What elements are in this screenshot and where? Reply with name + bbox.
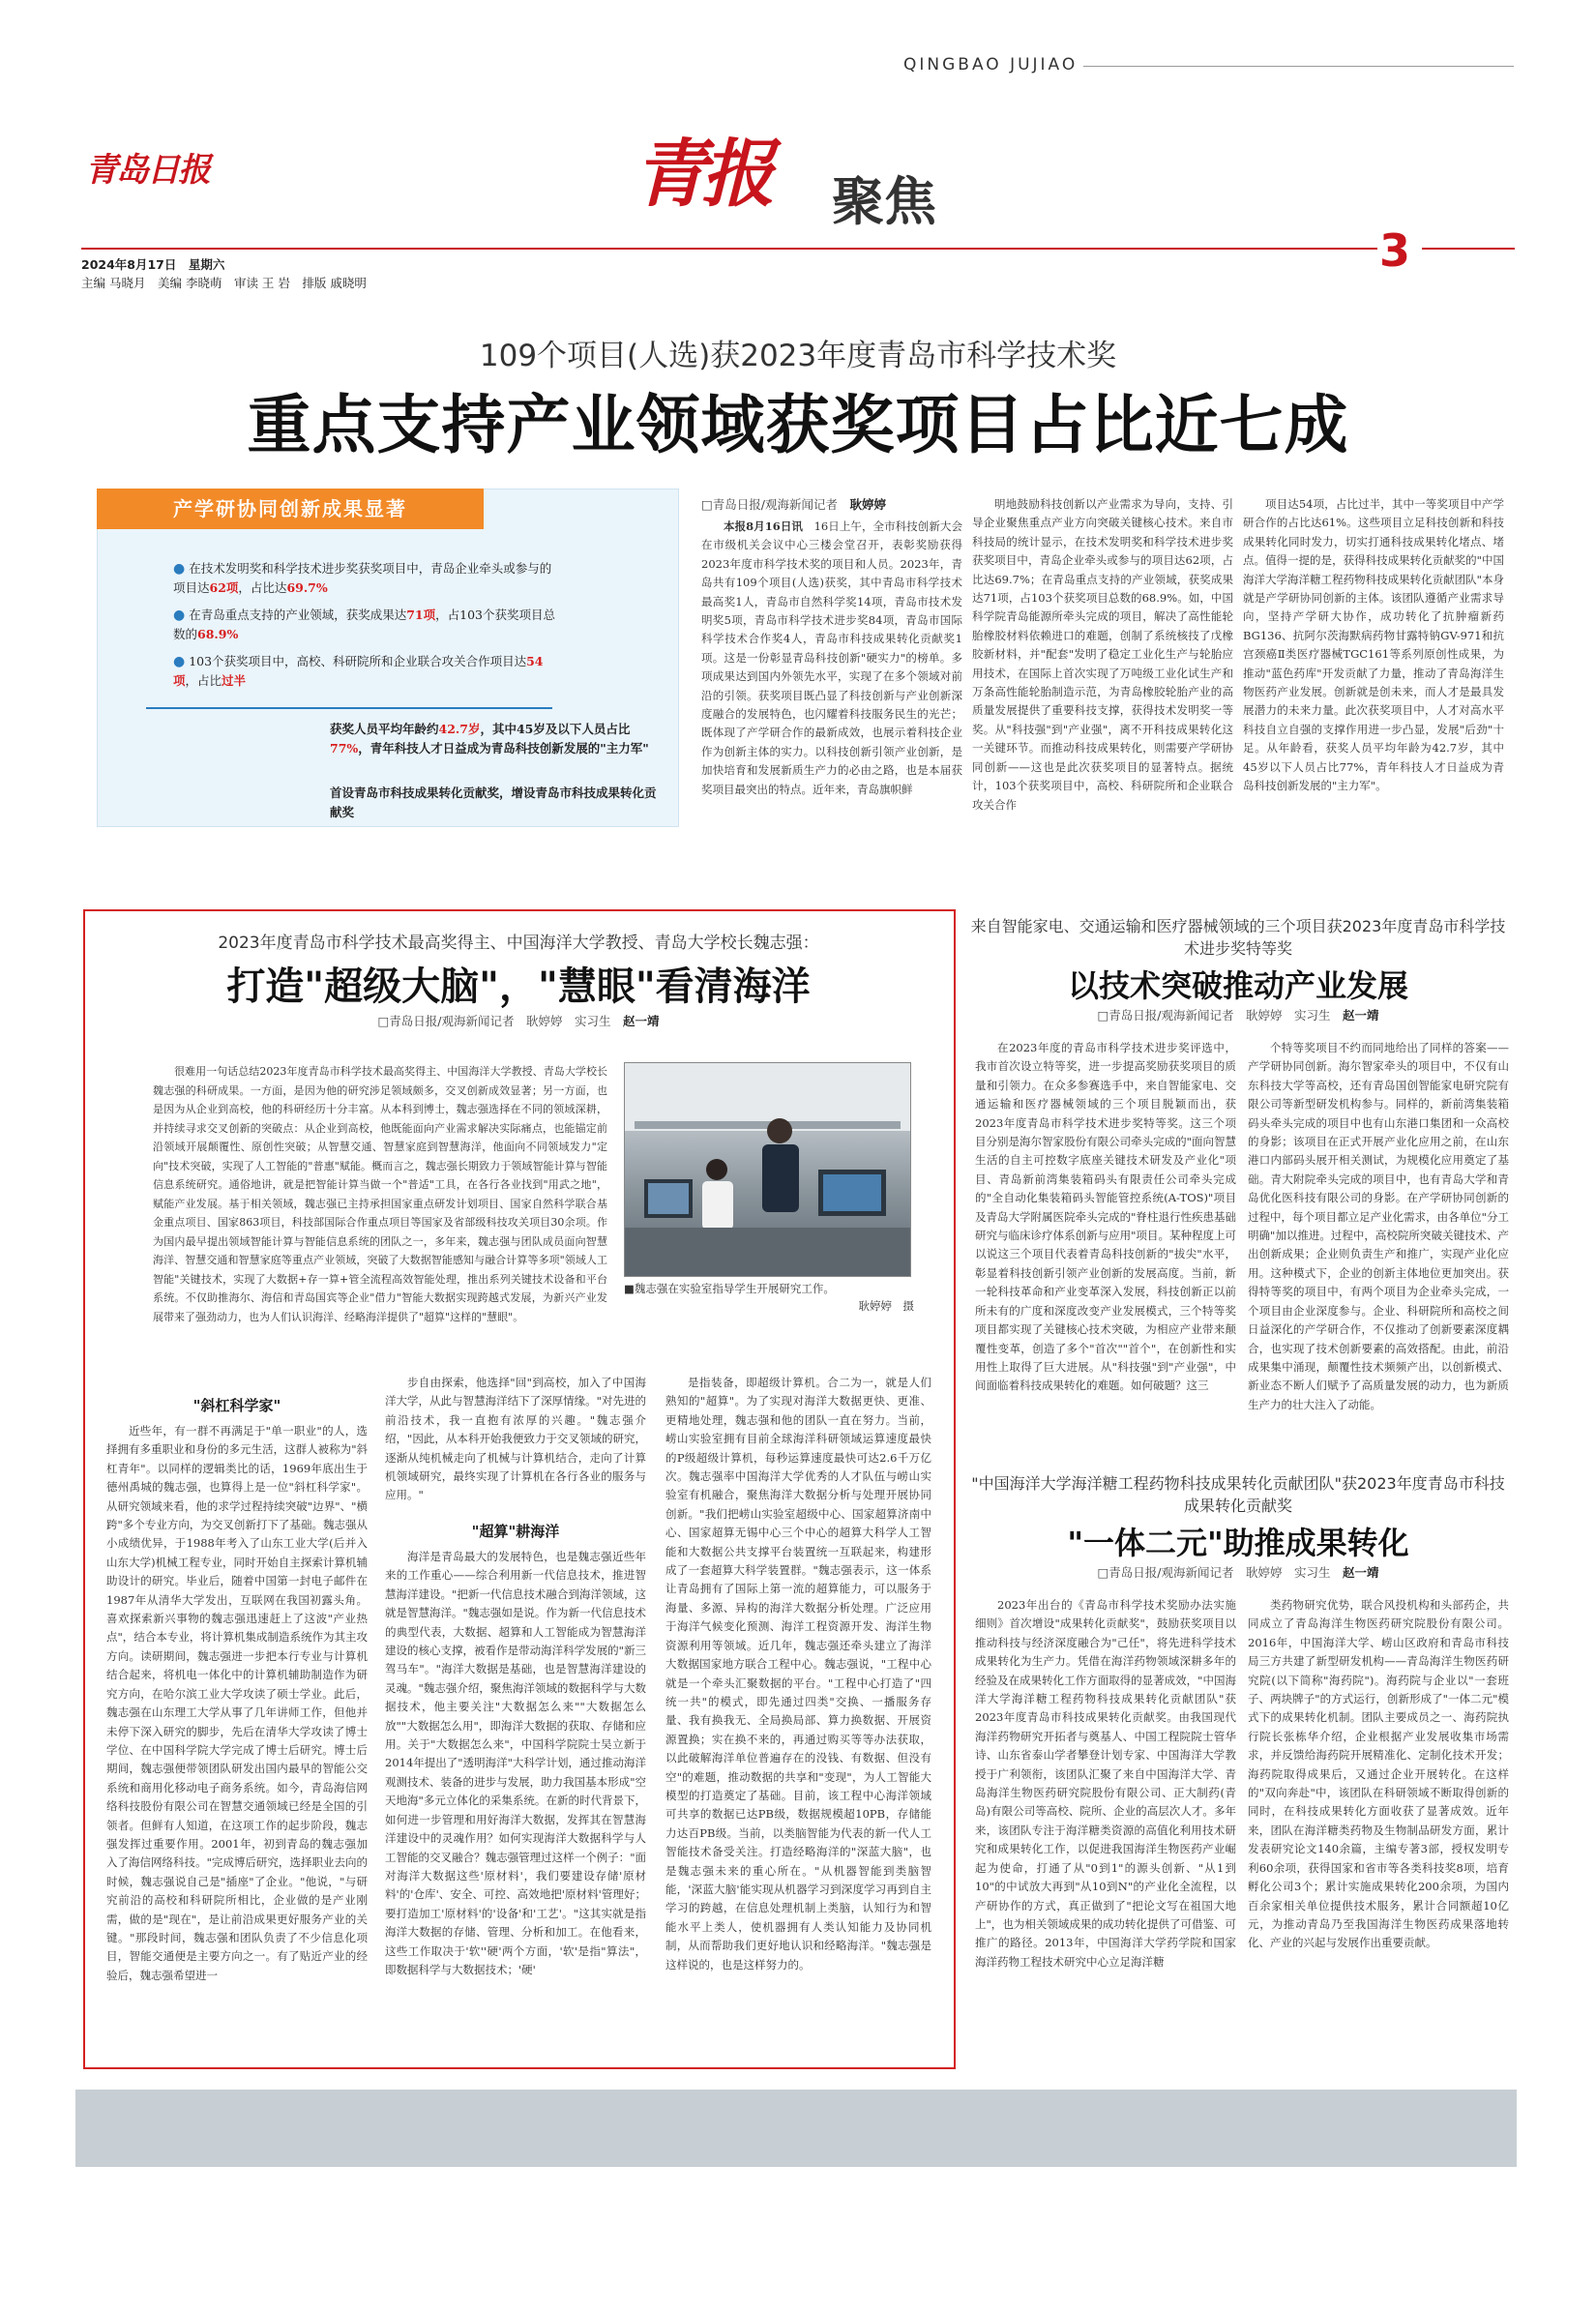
- top-story-byline: □青岛日报/观海新闻记者 耿婷婷: [701, 497, 887, 512]
- feature-headline: 打造"超级大脑"，"慧眼"看清海洋: [226, 964, 811, 1009]
- newspaper-logo: 青岛日报: [85, 151, 209, 190]
- top-story-column-1: 本报8月16日讯 16日上午，全市科技创新大会在市级机关会议中心三楼会堂召开，表彰奖励获得2023年度市科学技术奖的项目和人员。2023年，青岛共有109个项目(人选)获奖，其中青岛市科学技术最高奖1人，青岛市自然科学奖14项，青岛市技术发明奖5项，青岛市科学技术进步奖84项，青岛市国际科学技术合作奖4人，青岛市科技成果转化贡献奖1项。这是一份彰显青岛科技创新"硬实力"的榜单。多项成果达到国内外领先水平，实现了在多个领域对前沿的引领。获奖项目既凸显了科技创新与产业创新深度融合的发展特色，也闪耀着科技服务民生的光芒；既体现了产学研合作的最新成效，也展示着科技企业作为创新主体的实力。以科技创新引领产业创新，是加快培育和发展新质生产力的必由之路，也是本届获奖项目最突出的特点。近年来，青岛旗帜鲜: [701, 519, 962, 796]
- story2-column-1: 在2023年度的青岛市科学技术进步奖评选中，我市首次设立特等奖，进一步提高奖励获奖项目的质量和引领力。在众多参赛选手中，来自智能家电、交通运输和医疗器械领域的三个项目脱颖而出，获2023年度青岛市科学技术进步奖特等奖。这三个项目分别是海尔智家股份有限公司牵头完成的"面向智慧生活的自主可控数字底座关键技术研发及产业化"项目、青岛新前湾集装箱码头有限责任公司牵头完成的"全自动化集装箱码头智能管控系统(A-TOS)"项目及青岛大学附属医院牵头完成的"脊柱退行性疾患基础研究与临床诊疗体系创新与应用"项目。某种程度上可以说这三个项目代表着青岛科技创新的"拔尖"水平，彰显着科技创新引领产业创新的发展高度。当前，新一轮科技革命和产业变革深入发展，科技创新正以前所未有的广度和深度改变产业发展模式，三个特等奖项目都实现了关键核心技术突破，为相应产业带来颠覆性变革，创造了多个"首次""首个"，在创新性和实用性上取得了巨大进展。从"科技强"到"产业强"，中间面临着科技成果转化的难题。如何破题？这三: [975, 1041, 1236, 1393]
- highlights-box: [97, 489, 679, 827]
- feature-kicker: 2023年度青岛市科学技术最高奖得主、中国海洋大学教授、青岛大学校长魏志强：: [218, 934, 819, 953]
- age-stat: 获奖人员平均年龄约42.7岁，其中45岁及以下人员占比77%，青年科技人才日益成为青岛科技创新发展的"主力军": [330, 722, 649, 756]
- feature-column-2a: 步自由探索，他选择"回"到高校，加入了中国海洋大学，从此与智慧海洋结下了深厚情缘。"对先进的前沿技术，我一直抱有浓厚的兴趣。"魏志强介绍，"因此，从本科开始我便致力于交叉领域的研究，逐渐从纯机械走向了机械与计算机结合，走向了计算机领域研究，最终实现了计算机在各行各业的服务与应用。": [385, 1376, 646, 1502]
- photo-credit: 耿婷婷 摄: [858, 1299, 914, 1313]
- feature-column-1: 近些年，有一群不再满足于"单一职业"的人，选择拥有多重职业和身份的多元生活，这群人被称为"斜杠青年"。以同样的逻辑类比的话，1969年底出生于德州禹城的魏志强，也算得上是一位"斜杠科学家"。从研究领域来看，他的求学过程持续突破"边界"、"横跨"多个专业方向，为交叉创新打下了基础。魏志强从小成绩优异，于1988年考入了山东工业大学(后并入山东大学)机械工程专业，同时开始自主探索计算机辅助设计的研究。毕业后，随着中国第一封电子邮件在1987年从清华大学发出，互联网在我国初露头角。喜欢探索新兴事物的魏志强迅速赶上了这波"产业热点"，结合本专业，将计算机集成制造系统作为其主攻方向。读研期间，魏志强进一步把本行专业与计算机结合起来，将机电一体化中的计算机辅助制造作为研究方向，在哈尔滨工业大学攻读了硕士学业。此后，魏志强在山东理工大学从事了几年讲师工作，但他并未停下深入研究的脚步，先后在清华大学攻读了博士学位、在中国科学院大学完成了博士后研究。博士后期间，魏志强便带领团队研发出国内最早的智能公交系统和商用化移动电子商务系统。如今，青岛海信网络科技股份有限公司在智慧交通领域已经是全国的引领者。但鲜有人知道，在这项工作的起步阶段，魏志强发挥过重要作用。2001年，初到青岛的魏志强加入了海信网络科技。"完成博后研究，选择职业去向的时候，魏志强说自己是"插座"了企业。"他说，"与研究前沿的高校和科研院所相比，企业做的是产业刚需，做的是"现在"，是让前沿成果更好服务产业的关键。"那段时间，魏志强和团队负责了不少信息化项目，智能交通便是主要方向之一。有了贴近产业的经验后，魏志强希望进一: [106, 1424, 368, 1982]
- header-red-rule: [81, 248, 1377, 250]
- header-red-rule-right: [1422, 248, 1515, 250]
- feature-photo: [624, 1062, 911, 1277]
- editor-credits: 主编 马晓月 美编 李晓萌 审读 王 岩 排版 戚晓明: [81, 276, 367, 290]
- story2-headline: 以技术突破推动产业发展: [1067, 967, 1408, 1004]
- highlight-item: ● 在青岛重点支持的产业领域，获奖成果达71项，占103个获奖项目总数的68.9%: [173, 608, 555, 641]
- top-story-column-2: 明地鼓励科技创新以产业需求为导向，支持、引导企业聚焦重点产业方向突破关键核心技术。来自市科技局的统计显示，在技术发明奖和科学技术进步奖获奖项目中，青岛企业牵头或参与的项目达62项，占比达69.7%；在青岛重点支持的产业领域，获奖成果达71项，占103个获奖项目总数的68.9%。如，中国科学院青岛能源所牵头完成的项目，解决了高性能轮胎橡胶材料依赖进口的难题，创制了系统核技了戊橡胶新材料，并"配套"发明了稳定工业化生产与轮胎应用技术，在国际上首次实现了万吨级工业化试生产和万条高性能轮胎制造示范，为青岛橡胶轮胎产业的高质量发展提供了重要科技支撑，获得技术发明奖一等奖。从"科技强"到"产业强"，离不开科技成果转化这一关键环节。而推动科技成果转化，则需要产学研协同创新——这也是此次获奖项目的显著特点。据统计，103个获奖项目中，高校、科研院所和企业联合攻关合作: [972, 497, 1233, 812]
- section-title-word: 聚焦: [832, 170, 936, 232]
- issue-date: 2024年8月17日 星期六: [81, 257, 225, 272]
- story3-byline: □青岛日报/观海新闻记者 耿婷婷 实习生 赵一靖: [1097, 1565, 1379, 1580]
- story3-column-1: 2023年出台的《青岛市科学技术奖励办法实施细则》首次增设"成果转化贡献奖"，鼓励获奖项目以推动科技与经济深度融合为"己任"，将先进科学技术成果转化为生产力。凭借在海洋药物领域深耕多年的经验及在成果转化工作方面取得的显著成效，"中国海洋大学海洋糖工程药物科技成果转化贡献团队"获2023年度青岛市科技成果转化贡献奖。由我国现代海洋药物研究开拓者与奠基人、中国工程院院士管华诗、山东省泰山学者攀登计划专家、中国海洋大学教授于广利领衔，该团队汇聚了来自中国海洋大学、青岛海洋生物医药研究院股份有限公司、正大制药(青岛)有限公司等高校、院所、企业的高层次人才。多年来，该团队专注于海洋糖类资源的高值化利用技术研究和成果转化工作，以促进我国海洋生物医药产业崛起为使命，打通了从"0到1"的源头创新、"从1到10"的中试放大再到"从10到N"的产业化全流程，以产研协作的方式，真正做到了"把论文写在祖国大地上"，也为相关领域成果的成功转化提供了可借鉴、可推广的路径。2013年，中国海洋大学药学院和国家海洋药物工程技术研究中心立足海洋糖: [975, 1598, 1236, 1969]
- masthead-pinyin: QINGBAO JUJIAO: [903, 55, 1079, 74]
- feature-byline: □青岛日报/观海新闻记者 耿婷婷 实习生 赵一靖: [377, 1014, 660, 1028]
- award-note: 首设青岛市科技成果转化贡献奖，增设青岛市科技成果转化贡献奖: [330, 786, 657, 819]
- bullet-icon: ●: [173, 561, 186, 577]
- story3-headline: "一体二元"助推成果转化: [1067, 1525, 1409, 1561]
- highlight-item: ● 在技术发明奖和科学技术进步奖获奖项目中，青岛企业牵头或参与的项目达62项，占比达69.7%: [173, 561, 552, 595]
- highlight-arrow: [146, 707, 552, 709]
- highlight-item: ● 103个获奖项目中，高校、科研院所和企业联合攻关合作项目达54项，占比过半: [173, 654, 544, 688]
- story2-byline: □青岛日报/观海新闻记者 耿婷婷 实习生 赵一靖: [1097, 1008, 1379, 1023]
- bullet-icon: ●: [173, 654, 186, 669]
- feature-column-2b: 海洋是青岛最大的发展特色，也是魏志强近些年来的工作重心——综合利用新一代信息技术，推进智慧海洋建设。"把新一代信息技术融合到海洋领域，这就是智慧海洋。"魏志强如是说。作为新一代信息技术的典型代表，大数据、超算和人工智能成为智慧海洋建设的核心支撑，被看作是带动海洋科学发展的"新三驾马车"。"海洋大数据是基础，也是智慧海洋建设的灵魂。"魏志强介绍，聚焦海洋领域的数据科学与大数据技术，他主要关注"大数据怎么来""大数据怎么放""大数据怎么用"，即海洋大数据的获取、存储和应用。关于"大数据怎么来"，中国科学院院士吴立新于2014年提出了"透明海洋"大科学计划，通过推动海洋观测技术、装备的进步与发展，助力我国基本形成"空天地海"多元立体化的采集系统。在新的时代背景下，如何进一步管理和用好海洋大数据，发挥其在智慧海洋建设中的灵魂作用？如何实现海洋大数据科学与人工智能的交叉融合？魏志强管理过这样一个例子："面对海洋大数据这些'原材料'，我们要建设存储'原材料'的'仓库'、安全、可控、高效地把'原材料'管理好；要打造加工'原材料'的'设备'和'工艺'。"这其实就是指海洋大数据的存储、管理、分析和加工。在他看来，这些工作取决于'软''硬'两个方面，'软'是指"算法"，即数据科学与大数据技术；'硬': [385, 1550, 646, 1976]
- top-story-kicker: 109个项目(人选)获2023年度青岛市科学技术奖: [479, 339, 1117, 373]
- feature-column-3: 是指装备，即超级计算机。合二为一，就是人们熟知的"超算"。为了实现对海洋大数据更快、更准、更精地处理，魏志强和他的团队一直在努力。当前，崂山实验室拥有目前全球海洋科研领域运算速度最快的P级超级计算机，每秒运算速度最快可达2.6千万亿次。魏志强率中国海洋大学优秀的人才队伍与崂山实验室有机融合，聚焦海洋大数据分析与处理开展协同创新。"我们把崂山实验室超级中心、国家超算济南中心、国家超算无锡中心三个中心的超算大科学人工智能和大数据公共支撑平台装置统一互联起来，构建形成了一套超算大科学装置群。"魏志强表示，这一体系让青岛拥有了国际上第一流的超算能力，可以服务于海量、多源、异构的海洋大数据分析处理。广泛应用于海洋气候变化预测、海洋工程资源开发、海洋生物资源利用等领域。近几年，魏志强还牵头建立了海洋大数据国家地方联合工程中心。魏志强说，"工程中心就是一个牵头汇聚数据的平台。"工程中心打造了"四统一共"的模式，即先通过四类"交换、一播服务存量、我有换我无、全局换局部、算力换数据、开展资源置换；实在换不来的，再通过购买等等办法获取，以此破解海洋单位普遍存在的没钱、有数据、但没有空"的难题，推动数据的共享和"变现"，为人工智能大模型的打造奠定了基础。目前，该工程中心海洋领域可共享的数据已达PB级，数据规模超10PB，存储能力达百PB级。当前，以类脑智能为代表的新一代人工智能技术备受关注。打造经略海洋的"深蓝大脑"，也是魏志强未来的重心所在。"从机器智能到类脑智能，'深蓝大脑'能实现从机器学习到深度学习再到自主学习的跨越，在信息处理机制上类脑，认知行为和智能水平上类人，使机器拥有人类认知能力及协同机制，从而帮助我们更好地认识和经略海洋。"魏志强是这样说的，也是这样努力的。: [665, 1376, 931, 1972]
- photo-caption: ■魏志强在实验室指导学生开展研究工作。: [624, 1282, 835, 1295]
- story2-column-2: 个特等奖项目不约而同地给出了同样的答案——产学研协同创新。海尔智家牵头的项目中，不仅有山东科技大学等高校，还有青岛国创智能家电研究院有限公司等新型研发机构参与。同样的，新前湾集装箱码头牵头完成的项目中也有山东港口集团和一众高校的身影；该项目在正式开展产业化应用之前，在山东港口内部码头展开相关测试，为规模化应用奠定了基础。青大附院牵头完成的项目中，也有青岛大学和青岛优化医科技有限公司的身影。在产学研协同创新的过程中，每个项目都立足产业化需求，由各单位"分工明确"加以推进。过程中，高校院所突破关键技术、产出创新成果；企业则负责生产和推广，实现产业化应用。这种模式下，企业的创新主体地位更加突出。获得特等奖的项目中，有两个项目为企业牵头完成，一个项目由企业深度参与。企业、科研院所和高校之间日益深化的产学研合作，不仅推动了创新要素深度耦合，也实现了技术创新要素的高效搭配。由此，前沿成果集中涌现，颠覆性技术频频产出，以创新模式、新业态不断人们赋予了高质量发展的动力，也为新质生产力的壮大注入了动能。: [1248, 1041, 1509, 1411]
- page-number: 3: [1379, 224, 1411, 277]
- lab-photo-illustration: [625, 1063, 910, 1276]
- feature-intro: 很难用一句话总结2023年度青岛市科学技术最高奖得主、中国海洋大学教授、青岛大学校长魏志强的科研成果。一方面，是因为他的研究涉足领域颇多，交叉创新成效显著；另一方面，也是因为从企业到高校，他的科研经历十分丰富。从本科到博士，魏志强选择在不同的领域深耕，并持续寻求交叉创新的突破点：从企业到高校，他既能面向产业需求解决实际痛点，也能锚定前沿领域开展颠覆性、原创性突破；从智慧交通、智慧家庭到智慧海洋，他面向不同领域发力"定向"技术突破，实现了人工智能的"普惠"赋能。概而言之，魏志强长期致力于领域智能计算与智能信息系统研究。通俗地讲，就是把智能计算当做一个"普适"工具，在各行各业找到"用武之地"，赋能产业发展。基于相关领域，魏志强已主持承担国家重点研发计划项目、国家自然科学联合基金重点项目、国家863项目，科技部国际合作重点项目等国家及省部级科技攻关项目30余项。作为国内最早提出领域智能计算与智能信息系统的团队之一，多年来，魏志强与团队成员面向智慧海洋、智慧交通和智慧家庭等重点产业领域，突破了大数据智能感知与融合计算等多项"领域人工智能"关键技术，实现了大数据+存一算+管全流程高效智能处理，推出系列关键技术设备和平台系统。不仅助推海尔、海信和青岛国宾等企业"借力"智能大数据实现跨越式发展，为新兴产业发展带来了强劲动力，也为人们认识海洋、经略海洋提供了"超算"这样的"慧眼"。: [153, 1065, 607, 1323]
- masthead: [0, 0, 1596, 290]
- story2-kicker: 来自智能家电、交通运输和医疗器械领域的三个项目获2023年度青岛市科学技术进步奖特等奖: [970, 917, 1506, 958]
- top-story-column-3: 项目达54项，占比过半，其中一等奖项目中产学研合作的占比达61%。这些项目立足科技创新和科技成果转化同时发力，切实打通科技成果转化堵点、堵点。值得一提的是，获得科技成果转化贡献奖的"中国海洋大学海洋糖工程药物科技成果转化贡献团队"本身就是产学研协同创新的主体。该团队遵循产业需求导向，坚持产学研大协作，成功转化了抗肿瘤新药BG136、抗阿尔茨海默病药物甘露特钠GV-971和抗宫颈癌Ⅱ类医疗器械TGC161等系列原创性成果，为推动"蓝色药库"开发贡献了力量，推动了青岛海洋生物医药产业发展。创新就是创未来，而人才是最具发展潜力的未来力量。此次获奖项目中，人才对高水平科技自立自强的支撑作用进一步凸显，发展"后劲"十足。从年龄看，获奖人员平均年龄为42.7岁，其中45岁以下人员占比77%，青年科技人才日益成为青岛科技创新发展的"主力军"。: [1243, 497, 1504, 793]
- masthead-rule: [1083, 66, 1514, 67]
- story3-kicker: "中国海洋大学海洋糖工程药物科技成果转化贡献团队"获2023年度青岛市科技成果转化贡献奖: [971, 1474, 1505, 1515]
- story3-column-2: 类药物研究优势，联合风投机构和头部药企，共同成立了青岛海洋生物医药研究院股份有限公司。2016年，中国海洋大学、崂山区政府和青岛市科技局三方共建了新型研发机构——青岛海洋生物医药研究院(以下简称"海药院")。海药院与企业以"一套班子、两块牌子"的方式运行，创新形成了"一体二元"模式下的成果转化机制。团队主要成员之一、海药院执行院长张栋华介绍，企业根据产业发展收集市场需求，并反馈给海药院开展精准化、定制化技术开发；海药院取得成果后，又通过企业开展转化。在这样的"双向奔赴"中，该团队在科研领域不断取得创新的同时，在科技成果转化方面收获了显著成效。近年来，团队在海洋糖类药物及生物制品研发方面，累计发表研究论文140余篇，主编专著3部，授权发明专利60余项，获得国家和省市等各类科技奖8项，培育孵化公司3个；累计实施成果转化200余项，为国内百余家相关单位提供技术服务，累计合同额超10亿元，为推动青岛乃至我国海洋生物医药成果落地转化、产业的兴起与发展作出重要贡献。: [1248, 1598, 1509, 1950]
- feature-section-2-heading: "超算"耕海洋: [471, 1523, 560, 1540]
- top-story-headline: 重点支持产业领域获奖项目占比近七成: [247, 387, 1349, 462]
- highlights-title: 产学研协同创新成果显著: [97, 489, 484, 529]
- bullet-icon: ●: [173, 608, 186, 623]
- footer-band: [75, 2090, 1517, 2167]
- feature-section-1-heading: "斜杠科学家": [192, 1397, 281, 1414]
- section-title-char: 青报: [634, 131, 769, 217]
